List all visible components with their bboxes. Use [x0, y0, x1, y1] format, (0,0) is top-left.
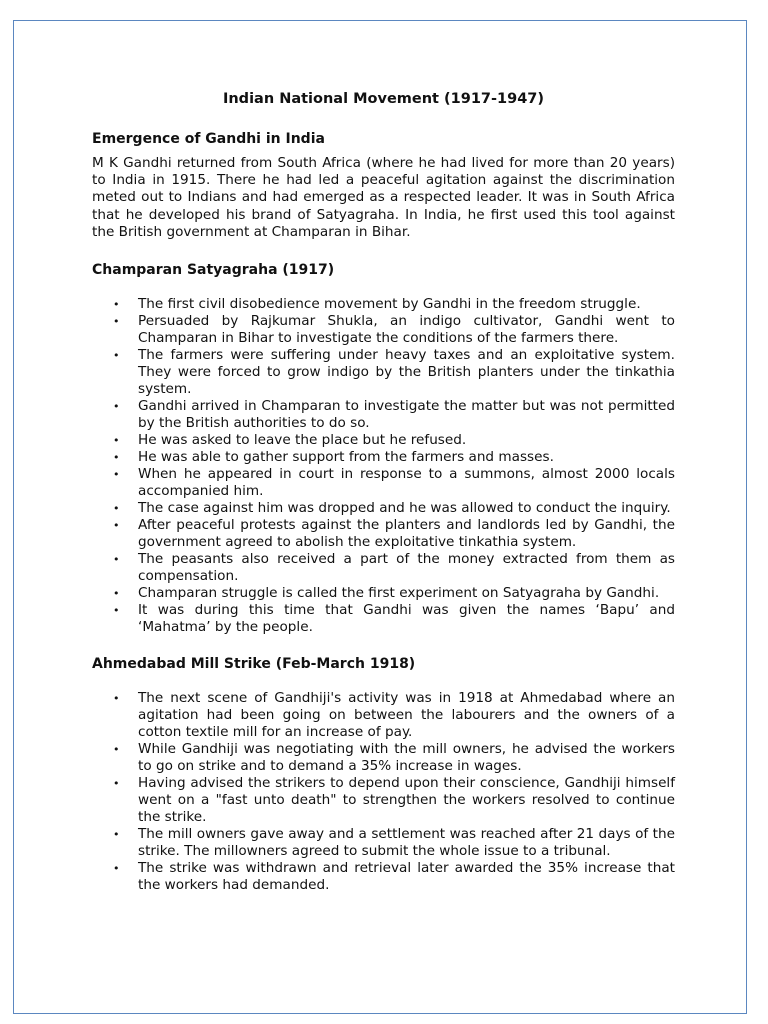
- document-body: [92, 88, 675, 894]
- bullet-icon: •: [113, 553, 120, 567]
- list-item: [92, 432, 675, 449]
- bullet-icon: •: [113, 743, 120, 757]
- list-item: [92, 585, 675, 602]
- list-item: [92, 449, 675, 466]
- list-item: [92, 860, 675, 894]
- bullet-icon: •: [113, 519, 120, 533]
- section-heading-emergence: Emergence of Gandhi in India: [92, 131, 325, 147]
- list-item-text: The peasants also received a part of the money extracted from them as compensation.: [138, 551, 675, 585]
- list-item: [92, 466, 675, 500]
- list-item-text: He was able to gather support from the farmers and masses.: [138, 449, 554, 466]
- bullet-icon: •: [113, 828, 120, 842]
- list-item-text: The farmers were suffering under heavy taxes and an exploitative system. They were forced to grow indigo by the British planters under the tinkathia system.: [138, 347, 675, 398]
- list-item: [92, 741, 675, 775]
- bullet-icon: •: [113, 587, 120, 601]
- list-item-text: When he appeared in court in response to a summons, almost 2000 locals accompanied him.: [138, 466, 675, 500]
- list-item-text: It was during this time that Gandhi was given the names ‘Bapu’ and ‘Mahatma’ by the people.: [138, 602, 675, 636]
- bullet-icon: •: [113, 468, 120, 482]
- list-item-text: The case against him was dropped and he was allowed to conduct the inquiry.: [138, 500, 671, 517]
- list-item: [92, 826, 675, 860]
- bullet-icon: •: [113, 777, 120, 791]
- bullet-icon: •: [113, 604, 120, 618]
- bullet-icon: •: [113, 862, 120, 876]
- page-title: Indian National Movement (1917-1947): [222, 91, 545, 107]
- list-item-text: Gandhi arrived in Champaran to investigate the matter but was not permitted by the British authorities to do so.: [138, 398, 675, 432]
- list-item-text: The next scene of Gandhiji's activity was in 1918 at Ahmedabad where an agitation had been going on between the labourers and the owners of a cotton textile mill for an increase of pay.: [138, 690, 675, 741]
- list-item-text: The first civil disobedience movement by Gandhi in the freedom struggle.: [138, 296, 641, 313]
- list-item: [92, 296, 675, 313]
- section-heading-champaran: Champaran Satyagraha (1917): [92, 262, 335, 279]
- bullet-icon: •: [113, 692, 120, 706]
- list-item-text: The strike was withdrawn and retrieval later awarded the 35% increase that the workers had demanded.: [138, 860, 675, 894]
- list-item: [92, 347, 675, 398]
- list-item: [92, 775, 675, 826]
- bullet-icon: •: [113, 349, 120, 363]
- list-item: [92, 398, 675, 432]
- bullet-icon: •: [113, 451, 120, 465]
- list-item-text: While Gandhiji was negotiating with the mill owners, he advised the workers to go on strike and to demand a 35% increase in wages.: [138, 741, 675, 775]
- section-heading-ahmedabad: Ahmedabad Mill Strike (Feb-March 1918): [92, 656, 416, 673]
- list-item: [92, 551, 675, 585]
- bullet-icon: •: [113, 502, 120, 516]
- bullet-icon: •: [113, 434, 120, 448]
- list-item: [92, 602, 675, 636]
- bullet-icon: •: [113, 315, 120, 329]
- bullet-list-champaran: [92, 296, 675, 636]
- list-item: [92, 517, 675, 551]
- list-item: [92, 313, 675, 347]
- list-item-text: Champaran struggle is called the first experiment on Satyagraha by Gandhi.: [138, 585, 660, 602]
- list-item-text: After peaceful protests against the planters and landlords led by Gandhi, the government agreed to abolish the exploitative tinkathia system.: [138, 517, 675, 551]
- list-item: [92, 500, 675, 517]
- section-paragraph-emergence: M K Gandhi returned from South Africa (where he had lived for more than 20 years) to India in 1915. There he had led a peaceful agitation against the discrimination meted out to Indians and had emerged as a respected leader. It was in South Africa that he developed his brand of Satyagraha. In India, he first used this tool against the British government at Champaran in Bihar.: [92, 155, 675, 240]
- list-item: [92, 690, 675, 741]
- list-item-text: He was asked to leave the place but he refused.: [138, 432, 467, 449]
- list-item-text: Having advised the strikers to depend upon their conscience, Gandhiji himself went on a "fast unto death" to strengthen the workers resolved to continue the strike.: [138, 775, 675, 826]
- bullet-list-ahmedabad: [92, 690, 675, 894]
- bullet-icon: •: [113, 400, 120, 414]
- list-item-text: Persuaded by Rajkumar Shukla, an indigo cultivator, Gandhi went to Champaran in Bihar to investigate the conditions of the farmers there.: [138, 313, 675, 347]
- bullet-icon: •: [113, 298, 120, 312]
- list-item-text: The mill owners gave away and a settlement was reached after 21 days of the strike. The millowners agreed to submit the whole issue to a tribunal.: [138, 826, 675, 860]
